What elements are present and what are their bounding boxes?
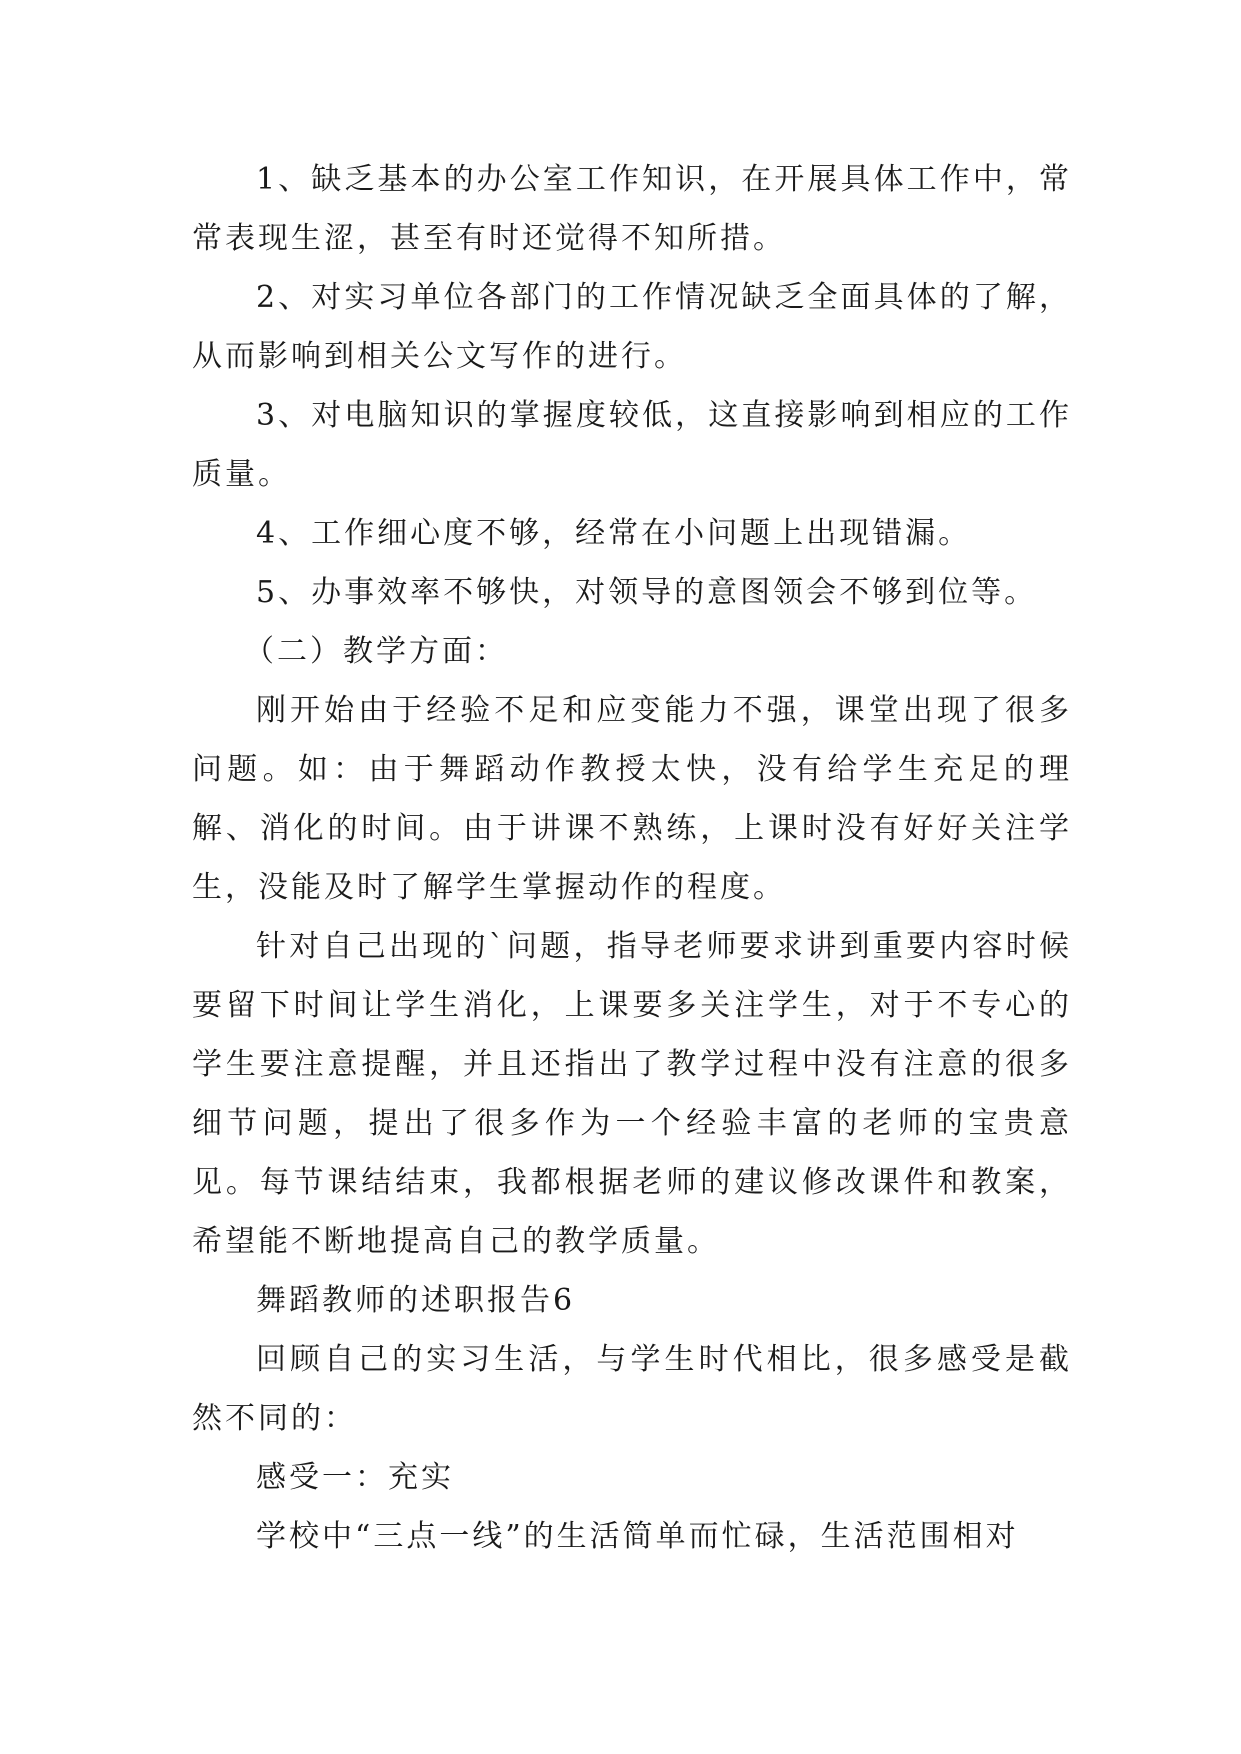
subheading-feeling-one: 感受一：充实 xyxy=(256,1460,454,1495)
paragraph-school-life: 学校中“三点一线”的生活简单而忙碌，生活范围相对 xyxy=(256,1519,1019,1554)
document-body xyxy=(192,150,1072,1566)
section-heading-teaching: （二）教学方面： xyxy=(244,634,508,669)
paragraph-teacher-guidance: 针对自己出现的`问题，指导老师要求讲到重要内容时候要留下时间让学生消化，上课要多关注学生，对于不专心的学生要注意提醒，并且还指出了教学过程中没有注意的很多细节问题，提出了很多作为一个经验丰富的老师的宝贵意见。每节课结结束，我都根据老师的建议修改课件和教案，希望能不断地提高自己的教学质量。 xyxy=(192,929,1072,1259)
paragraph-item-5: 5、办事效率不够快，对领导的意图领会不够到位等。 xyxy=(256,575,1038,610)
paragraph-item-1: 1、缺乏基本的办公室工作知识，在开展具体工作中，常常表现生涩，甚至有时还觉得不知所措。 xyxy=(192,162,1072,256)
paragraph-item-3: 3、对电脑知识的掌握度较低，这直接影响到相应的工作质量。 xyxy=(192,398,1072,492)
paragraph-item-4: 4、工作细心度不够，经常在小问题上出现错漏。 xyxy=(256,516,972,551)
paragraph-teaching-problems: 刚开始由于经验不足和应变能力不强，课堂出现了很多问题。如：由于舞蹈动作教授太快，没有给学生充足的理解、消化的时间。由于讲课不熟练，上课时没有好好关注学生，没能及时了解学生掌握动作的程度。 xyxy=(192,693,1072,905)
paragraph-review: 回顾自己的实习生活，与学生时代相比，很多感受是截然不同的： xyxy=(192,1342,1072,1436)
report-title-6: 舞蹈教师的述职报告6 xyxy=(256,1283,576,1318)
paragraph-item-2: 2、对实习单位各部门的工作情况缺乏全面具体的了解，从而影响到相关公文写作的进行。 xyxy=(192,280,1072,374)
